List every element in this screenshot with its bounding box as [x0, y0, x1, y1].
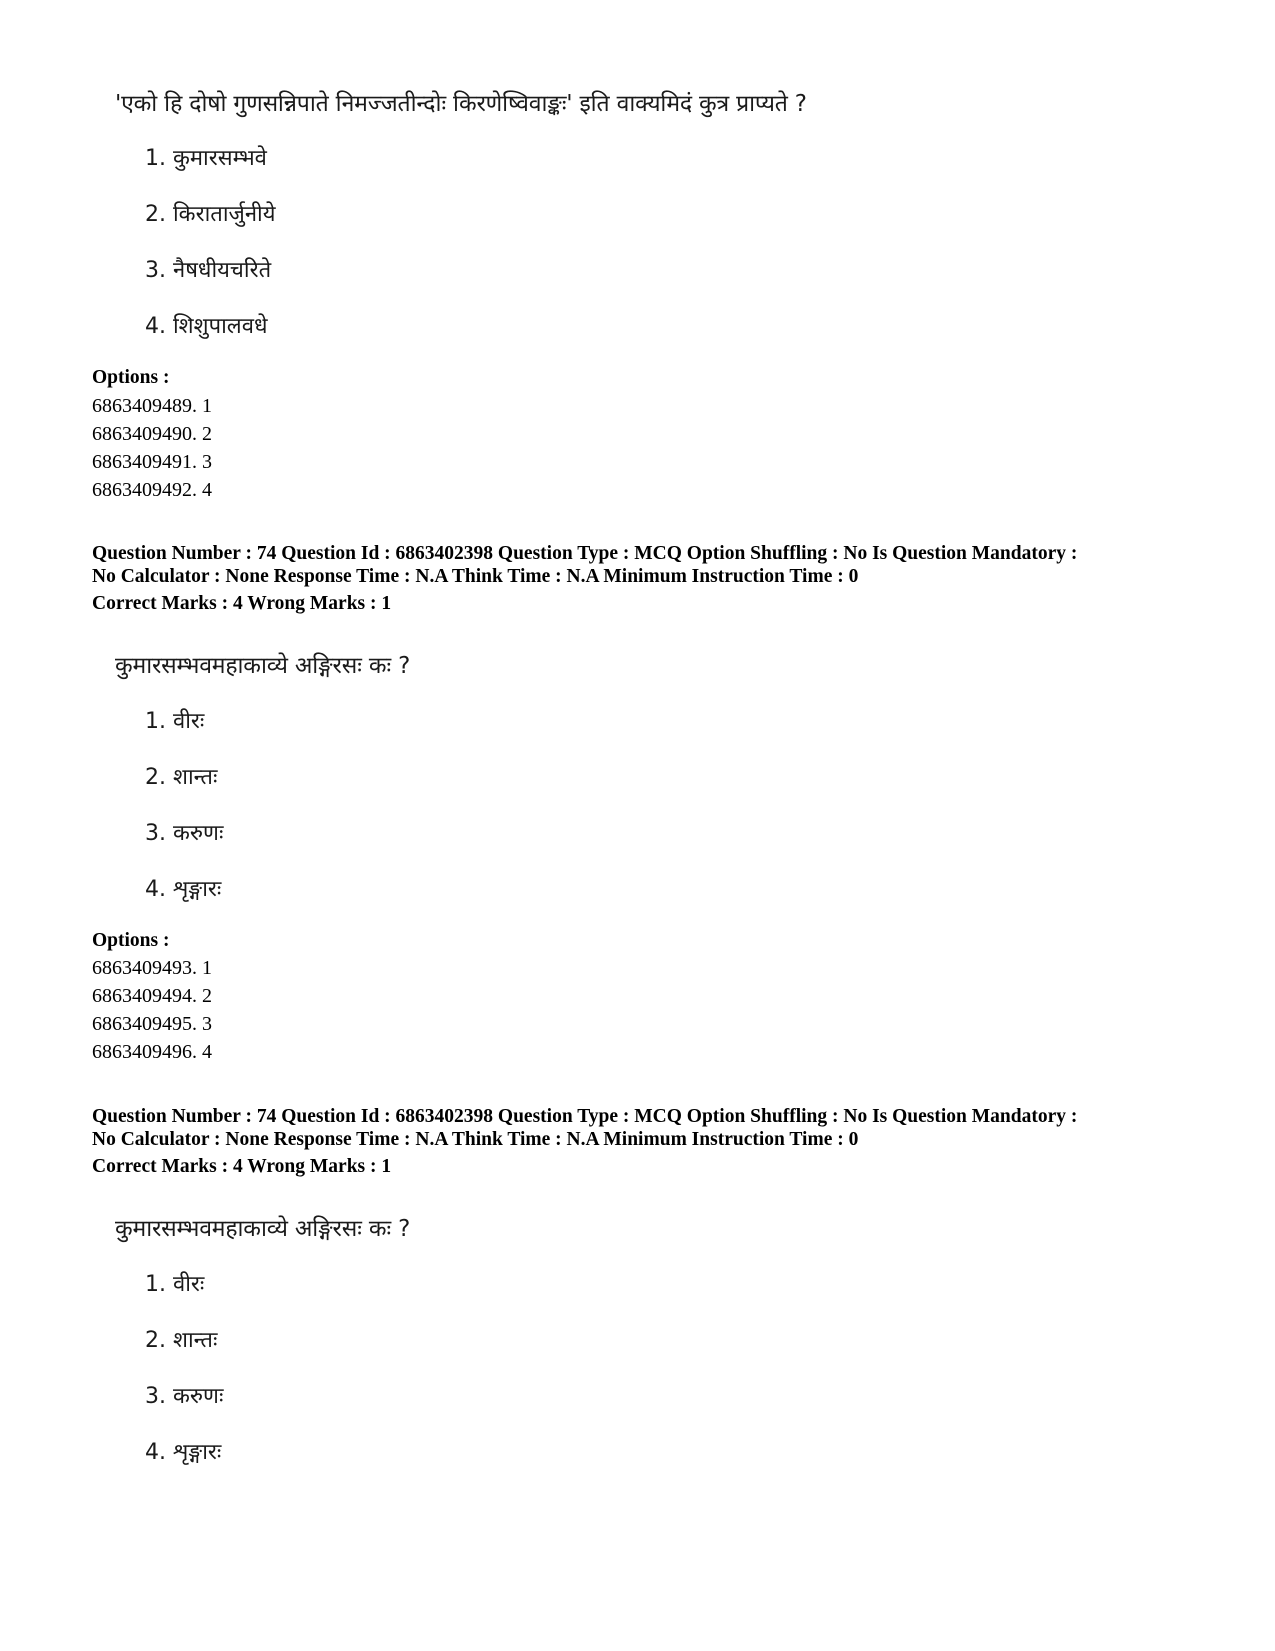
- marks-line: Correct Marks : 4 Wrong Marks : 1: [92, 593, 392, 614]
- question-text: 'एको हि दोषो गुणसन्निपाते निमज्जतीन्दोः किरणेष्विवाङ्कः' इति वाक्यमिदं कुत्र प्राप्यते ?: [115, 91, 807, 117]
- marks-line: Correct Marks : 4 Wrong Marks : 1: [92, 1156, 392, 1177]
- choice-item: 4. शृङ्गारः: [145, 1440, 222, 1465]
- question-meta-line-1: Question Number : 74 Question Id : 6863402398 Question Type : MCQ Option Shuffling : No Is Question Mandatory :: [92, 1106, 1078, 1127]
- choice-item: 2. किरातार्जुनीये: [145, 202, 276, 227]
- options-label: Options :: [92, 930, 170, 951]
- choice-item: 1. वीरः: [145, 709, 205, 734]
- choice-item: 3. करुणः: [145, 821, 224, 846]
- choice-item: 4. शिशुपालवधे: [145, 314, 268, 339]
- option-id: 6863409493. 1: [92, 957, 212, 979]
- option-id: 6863409489. 1: [92, 395, 212, 417]
- question-meta-line-1: Question Number : 74 Question Id : 6863402398 Question Type : MCQ Option Shuffling : No Is Question Mandatory :: [92, 543, 1078, 564]
- choice-item: 3. नैषधीयचरिते: [145, 258, 272, 283]
- choice-item: 4. शृङ्गारः: [145, 877, 222, 902]
- option-id: 6863409496. 4: [92, 1041, 212, 1063]
- choice-item: 1. कुमारसम्भवे: [145, 146, 267, 171]
- question-meta-line-2: No Calculator : None Response Time : N.A Think Time : N.A Minimum Instruction Time : 0: [92, 566, 859, 587]
- option-id: 6863409492. 4: [92, 479, 212, 501]
- question-meta-line-2: No Calculator : None Response Time : N.A Think Time : N.A Minimum Instruction Time : 0: [92, 1129, 859, 1150]
- question-text: कुमारसम्भवमहाकाव्ये अङ्गिरसः कः ?: [115, 1216, 411, 1242]
- option-id: 6863409494. 2: [92, 985, 212, 1007]
- choice-item: 2. शान्तः: [145, 1328, 218, 1353]
- choice-item: 1. वीरः: [145, 1272, 205, 1297]
- question-text: कुमारसम्भवमहाकाव्ये अङ्गिरसः कः ?: [115, 653, 411, 679]
- options-label: Options :: [92, 367, 170, 388]
- option-id: 6863409490. 2: [92, 423, 212, 445]
- option-id: 6863409491. 3: [92, 451, 212, 473]
- choice-item: 2. शान्तः: [145, 765, 218, 790]
- option-id: 6863409495. 3: [92, 1013, 212, 1035]
- choice-item: 3. करुणः: [145, 1384, 224, 1409]
